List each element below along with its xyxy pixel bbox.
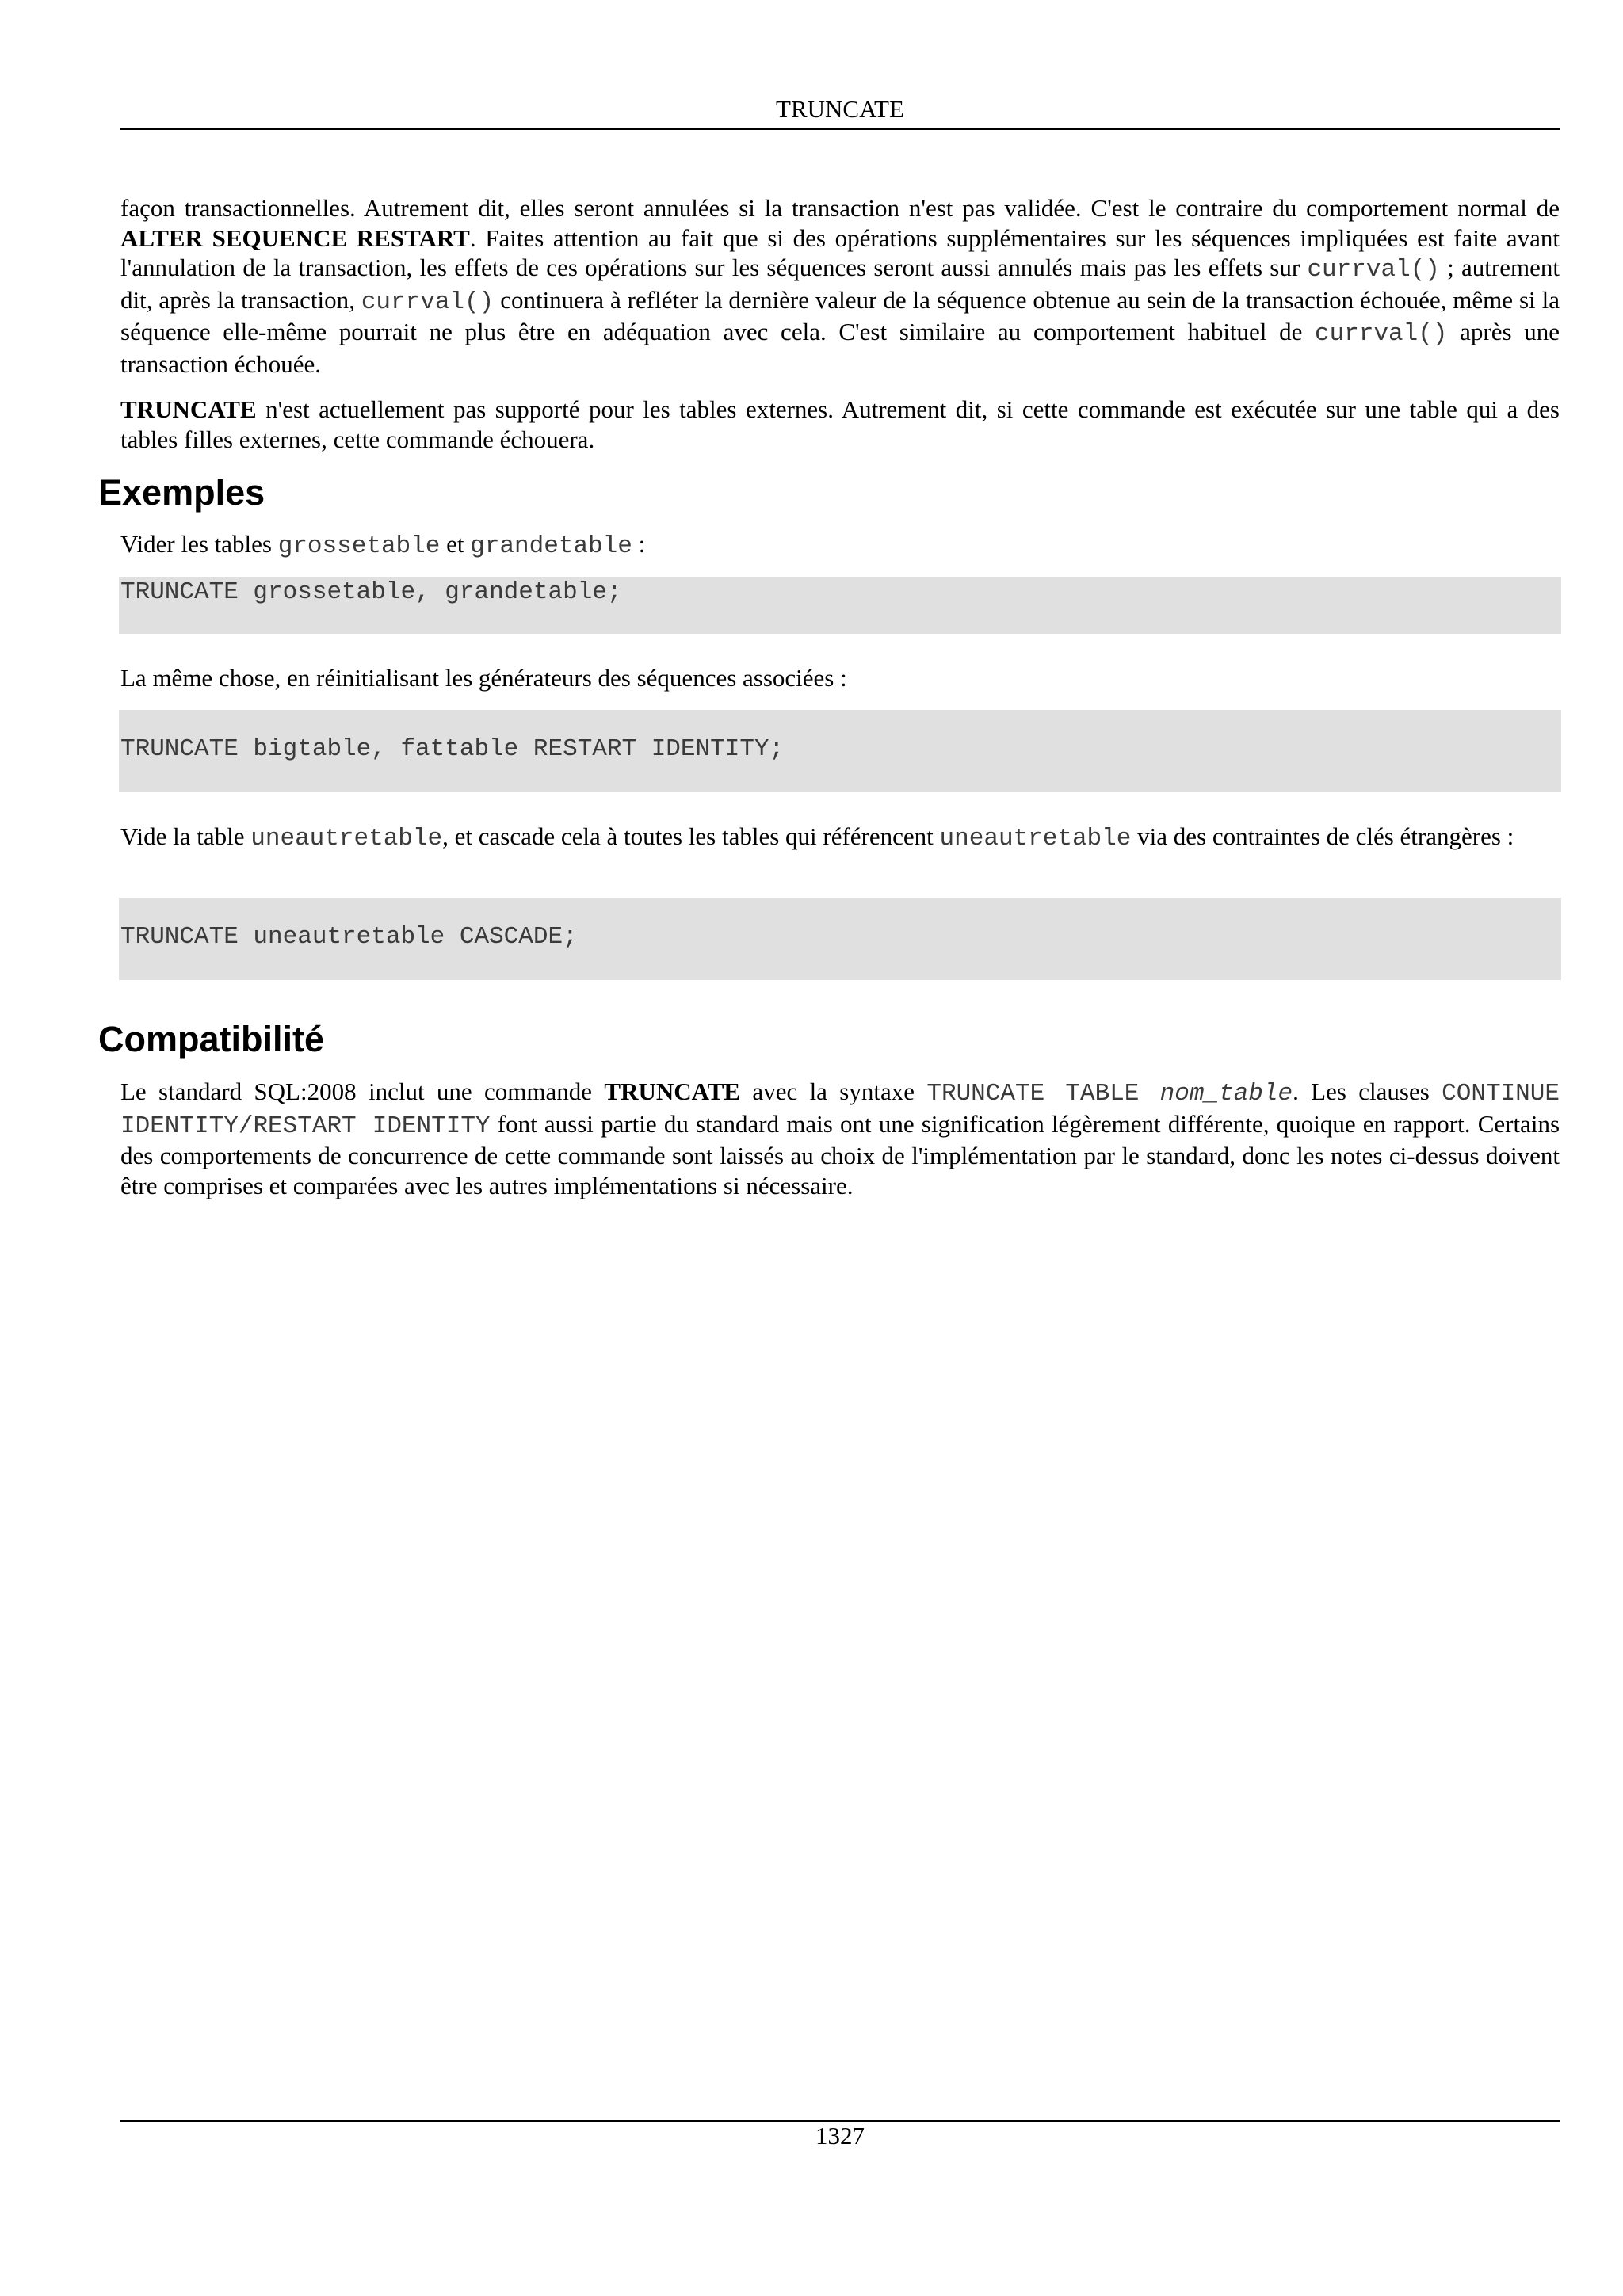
example-1-description: Vider les tables grossetable et grandetable : [120,530,646,560]
code-grandetable: grandetable [470,532,632,560]
code-continue-identity: CONTINUE IDENTITY [120,1080,1560,1140]
code-restart-identity: RESTART IDENTITY [253,1112,491,1140]
code-slash: / [238,1112,254,1140]
alter-sequence-restart-term: ALTER SEQUENCE RESTART [120,223,470,252]
code-block-example-1: TRUNCATE grossetable, grandetable; [119,577,1561,634]
intro-paragraph-2: TRUNCATE n'est actuellement pas supporté pour les tables externes. Autrement dit, si cette commande est exécutée sur une table qui a des tables filles externes, cette commande échouera. [120,395,1560,453]
code-uneautretable: uneautretable [250,825,443,852]
compatibility-paragraph: Le standard SQL:2008 inclut une commande TRUNCATE avec la syntaxe TRUNCATE TABLE nom_table. Les clauses CONTINUE IDENTITY/RESTART IDENTITY font aussi partie du standard mais ont une signification légèrement différente, quoique en rapport. Certains des comportements de concurrence de cette commande sont laissés au choix de l'implémentation par le standard, donc les notes ci-dessus doivent être comprises et comparées avec les autres implémentations si nécessaire. [120,1077,1560,1199]
page-number: 1327 [815,2122,865,2149]
example-3-description: Vide la table uneautretable, et cascade cela à toutes les tables qui référencent uneautretable via des contraintes de clés étrangères : [120,822,1514,852]
code-nom-table: nom_table [1159,1080,1293,1108]
code-block-example-2: TRUNCATE bigtable, fattable RESTART IDENTITY; [119,710,1561,792]
section-heading-compatibility: Compatibilité [98,1019,325,1059]
header-rule [120,128,1560,130]
running-header: TRUNCATE [776,95,904,123]
code-currval: currval() [1315,320,1448,348]
code-grossetable: grossetable [277,532,441,560]
example-2-description: La même chose, en réinitialisant les générateurs des séquences associées : [120,664,847,692]
truncate-term: TRUNCATE [120,395,257,423]
intro-paragraph-1: façon transactionnelles. Autrement dit, elles seront annulées si la transaction n'est pas validée. C'est le contraire du comportement normal de ALTER SEQUENCE RESTART. Faites attention au fait que si des opérations supplémentaires sur les séquences impliquées est faite avant l'annulation de la transaction, les effets de ces opérations sur les séquences seront aussi annulés mais pas les effets sur currval() ; autrement dit, après la transaction, currval() continuera à refléter la dernière valeur de la séquence obtenue au sein de la transaction échouée, même si la séquence elle-même pourrait ne plus être en adéquation avec cela. C'est similaire au comportement habituel de currval() après une transaction échouée. [120,194,1560,378]
code-currval: currval() [361,288,495,316]
code-block-example-3: TRUNCATE uneautretable CASCADE; [119,898,1561,980]
truncate-term: TRUNCATE [604,1077,741,1105]
code-currval: currval() [1307,256,1440,284]
code-uneautretable: uneautretable [939,825,1132,852]
intro-section [120,193,1560,454]
code-truncate-table: TRUNCATE TABLE [926,1080,1160,1108]
section-heading-examples: Exemples [98,472,265,513]
